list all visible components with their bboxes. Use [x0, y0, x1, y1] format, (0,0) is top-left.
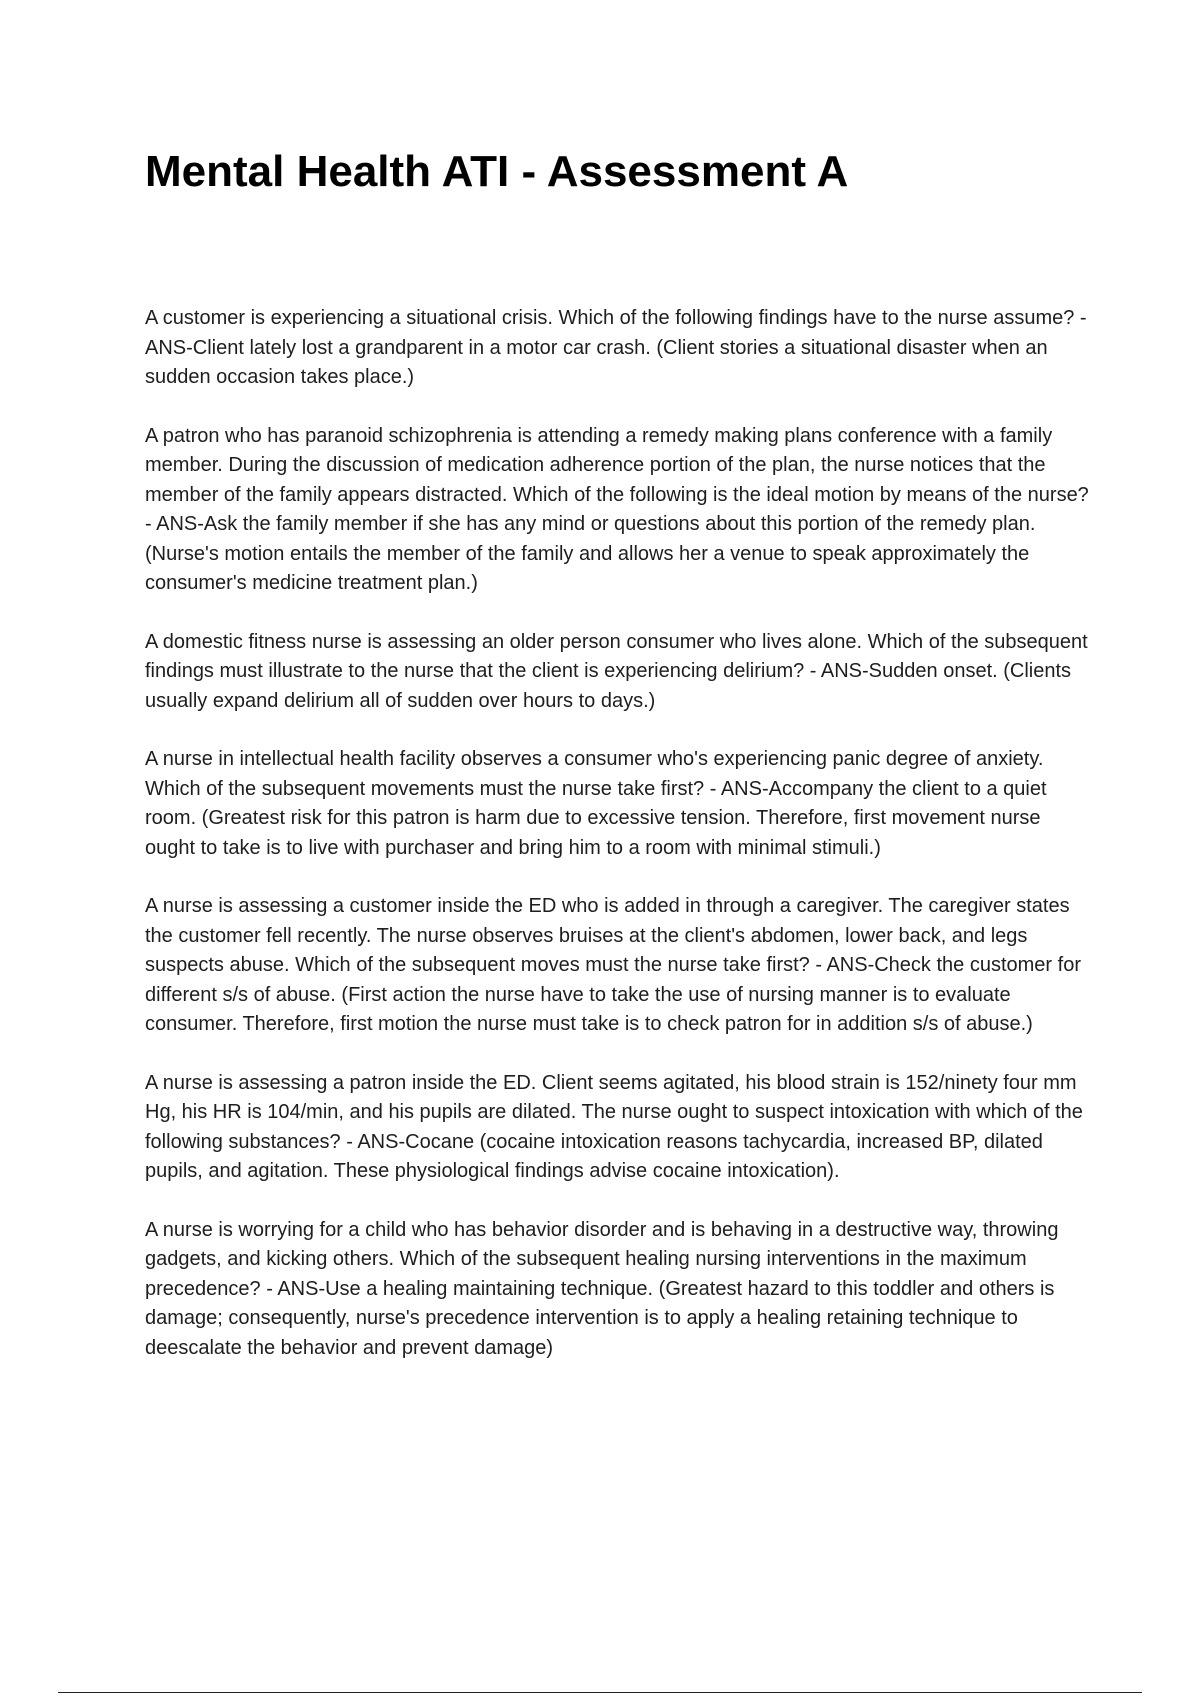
question-answer-paragraph: A domestic fitness nurse is assessing an older person consumer who lives alone. Which of the subsequent findings must illustrate to the nurse that the client is experiencing delirium? - ANS-Sudden onset. (Clients usually expand delirium all of sudden over hours to days.)	[145, 630, 1088, 712]
page-title: Mental Health ATI - Assessment A	[145, 147, 849, 196]
question-answer-paragraph: A nurse in intellectual health facility observes a consumer who's experiencing panic degree of anxiety. Which of the subsequent movements must the nurse take first? - ANS-Accompany the client to a quiet room. (Greatest risk for this patron is harm due to excessive tension. Therefore, first movement nurse ought to take is to live with purchaser and bring him to a room with minimal stimuli.)	[145, 748, 1047, 859]
question-answer-paragraph: A nurse is assessing a patron inside the ED. Client seems agitated, his blood strain is 152/ninety four mm Hg, his HR is 104/min, and his pupils are dilated. The nurse ought to suspect intoxication with which of the following substances? - ANS-Cocane (cocaine intoxication reasons tachycardia, increased BP, dilated pupils, and agitation. These physiological findings advise cocaine intoxication).	[145, 1071, 1083, 1182]
page-divider	[58, 1692, 1142, 1693]
document-body	[145, 304, 1090, 1392]
question-answer-paragraph: A nurse is worrying for a child who has behavior disorder and is behaving in a destructive way, throwing gadgets, and kicking others. Which of the subsequent healing nursing interventions in the maximum precedence? - ANS-Use a healing maintaining technique. (Greatest hazard to this toddler and others is damage; consequently, nurse's precedence intervention is to apply a healing retaining technique to deescalate the behavior and prevent damage)	[145, 1218, 1059, 1359]
question-answer-paragraph: A patron who has paranoid schizophrenia is attending a remedy making plans conference with a family member. During the discussion of medication adherence portion of the plan, the nurse notices that the member of the family appears distracted. Which of the following is the ideal motion by means of the nurse? - ANS-Ask the family member if she has any mind or questions about this portion of the remedy plan. (Nurse's motion entails the member of the family and allows her a venue to speak approximately the consumer's medicine treatment plan.)	[145, 424, 1089, 594]
question-answer-paragraph: A customer is experiencing a situational crisis. Which of the following findings have to the nurse assume? - ANS-Client lately lost a grandparent in a motor car crash. (Client stories a situational disaster when an sudden occasion takes place.)	[145, 307, 1087, 388]
question-answer-paragraph: A nurse is assessing a customer inside the ED who is added in through a caregiver. The caregiver states the customer fell recently. The nurse observes bruises at the client's abdomen, lower back, and legs suspects abuse. Which of the subsequent moves must the nurse take first? - ANS-Check the customer for different s/s of abuse. (First action the nurse have to take the use of nursing manner is to evaluate consumer. Therefore, first motion the nurse must take is to check patron for in addition s/s of abuse.)	[145, 895, 1081, 1035]
